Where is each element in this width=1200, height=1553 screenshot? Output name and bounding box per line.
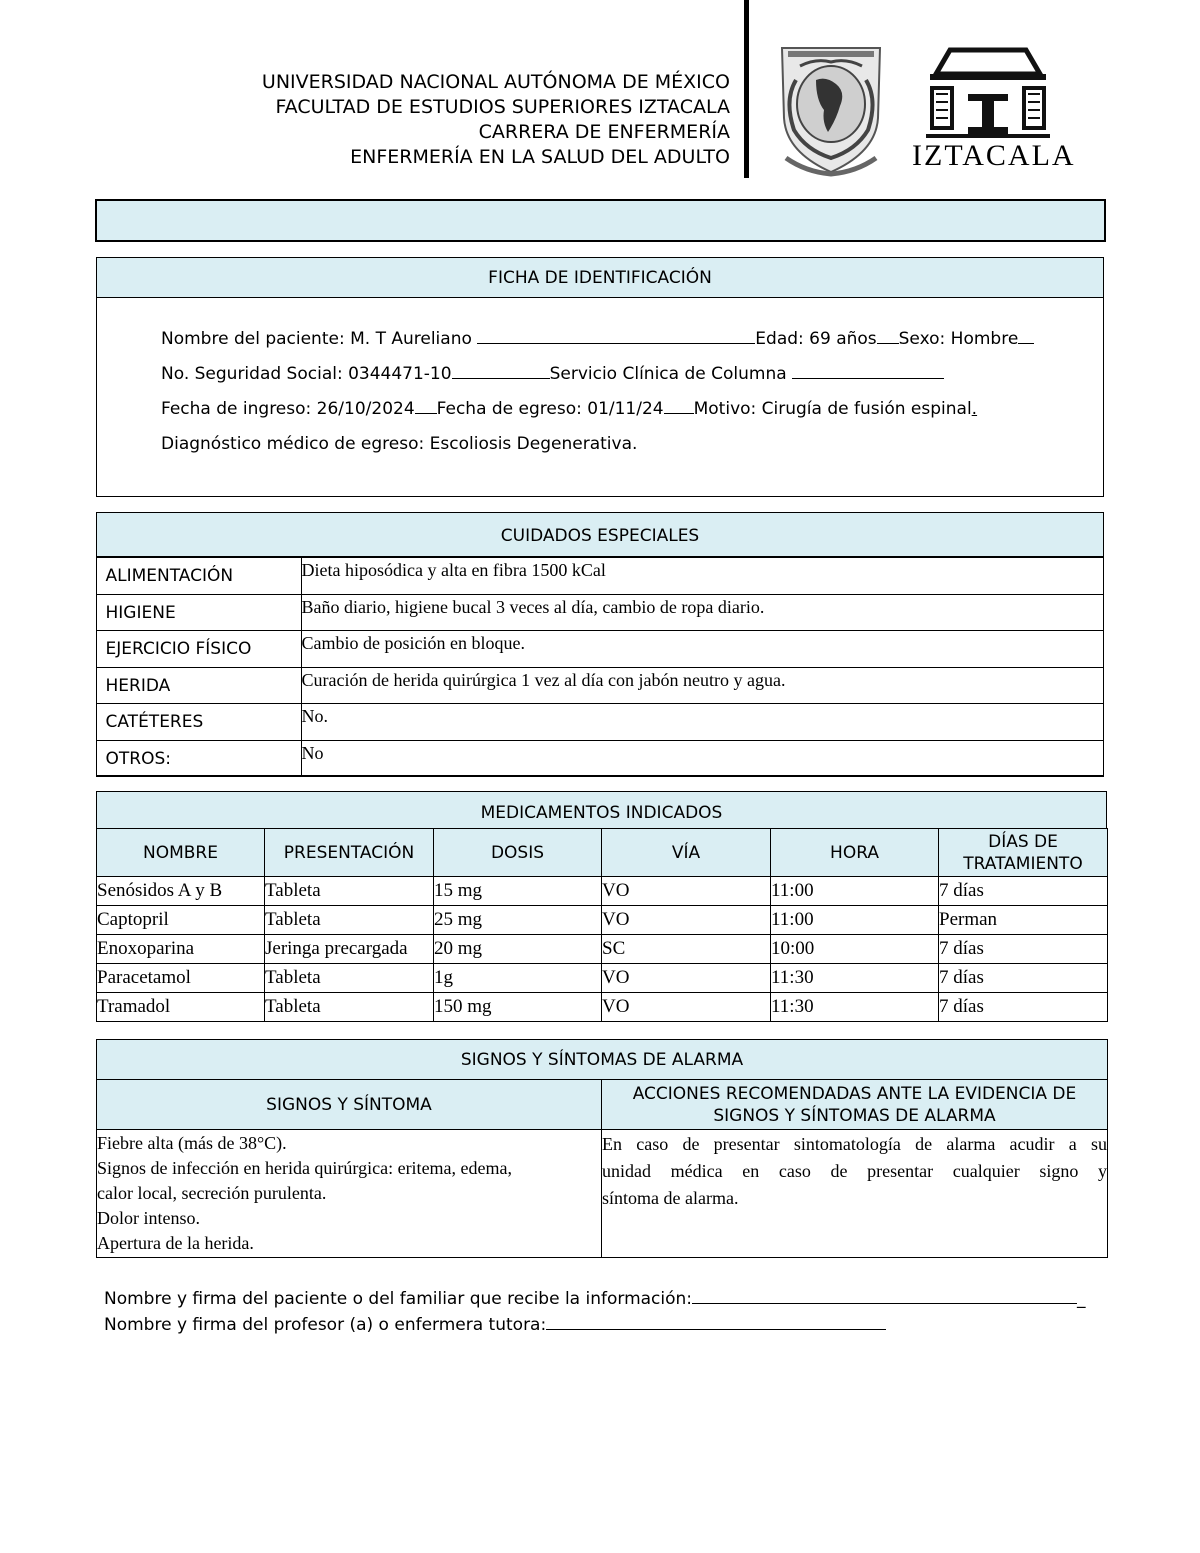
tutor-signature-line[interactable] [546, 1311, 886, 1330]
sign-item: Dolor intenso. [97, 1208, 200, 1228]
care-value: Curación de herida quirúrgica 1 vez al día con jabón neutro y agua. [301, 667, 1103, 704]
medication-presentation: Tableta [265, 906, 434, 935]
institution-header [262, 70, 730, 170]
sign-item: Apertura de la herida. [97, 1233, 254, 1253]
column-header-time: HORA [771, 829, 939, 877]
actions-header-line: ACCIONES RECOMENDADAS ANTE LA EVIDENCIA DE [632, 1083, 1077, 1104]
medication-row [97, 906, 1108, 935]
alarm-signs-title: SIGNOS Y SÍNTOMAS DE ALARMA [97, 1040, 1108, 1080]
care-label: OTROS: [96, 740, 301, 777]
tutor-signature-label: Nombre y firma del profesor (a) o enfermera tutora: [104, 1315, 547, 1335]
medication-row [97, 877, 1108, 906]
care-label: CATÉTERES [96, 704, 301, 741]
medication-presentation: Tableta [265, 877, 434, 906]
medication-time: 10:00 [771, 935, 939, 964]
medication-name: Paracetamol [97, 964, 265, 993]
blank-title-bar [95, 199, 1106, 242]
medication-time: 11:30 [771, 993, 939, 1022]
sign-item: calor local, secreción purulenta. [97, 1183, 327, 1203]
medication-route: VO [602, 877, 771, 906]
medication-dose: 150 mg [434, 993, 602, 1022]
patient-signature-label: Nombre y firma del paciente o del familiar que recibe la información: [104, 1289, 693, 1309]
iztacala-logo-text: IZTACALA [912, 139, 1076, 172]
actions-header-line: SIGNOS Y SÍNTOMAS DE ALARMA [713, 1105, 996, 1126]
header-line: UNIVERSIDAD NACIONAL AUTÓNOMA DE MÉXICO [261, 71, 730, 93]
medication-route: VO [602, 993, 771, 1022]
care-row [96, 631, 1103, 668]
unam-seal-logo [766, 40, 896, 178]
action-line: En caso de presentar sintomatología de alarma acudir a su [602, 1134, 1107, 1154]
column-header-dose: DOSIS [434, 829, 602, 877]
alarm-signs-table [96, 1039, 1108, 1258]
social-security-number: No. Seguridad Social: 0344471-10 [161, 364, 452, 384]
header-line: CARRERA DE ENFERMERÍA [478, 121, 730, 143]
care-label: HERIDA [96, 667, 301, 704]
care-value: No [301, 740, 1103, 777]
action-line: síntoma de alarma. [602, 1188, 739, 1208]
admission-date: Fecha de ingreso: 26/10/2024 [161, 399, 415, 419]
special-care-table [96, 557, 1104, 777]
care-label: EJERCICIO FÍSICO [96, 631, 301, 668]
special-care-title: CUIDADOS ESPECIALES [97, 513, 1103, 557]
care-label: HIGIENE [96, 594, 301, 631]
medication-presentation: Tableta [265, 964, 434, 993]
signatures: Nombre y firma del paciente o del familiar que recibe la información: _ Nombre y firma del profesor (a) o enfermera tutora: [104, 1285, 1086, 1337]
medication-route: SC [602, 935, 771, 964]
service: Servicio Clínica de Columna [549, 364, 787, 384]
medication-time: 11:30 [771, 964, 939, 993]
special-care-section [96, 512, 1104, 776]
column-header-presentation: PRESENTACIÓN [265, 829, 434, 877]
medications-table [96, 828, 1108, 1022]
medication-time: 11:00 [771, 877, 939, 906]
medication-dose: 20 mg [434, 935, 602, 964]
care-row [96, 594, 1103, 631]
signs-list [97, 1130, 602, 1258]
column-header-route: VÍA [602, 829, 771, 877]
patient-name: Nombre del paciente: M. T Aureliano [161, 329, 472, 349]
medication-days: Perman [939, 906, 1108, 935]
identification-title: FICHA DE IDENTIFICACIÓN [97, 258, 1103, 298]
medication-dose: 15 mg [434, 877, 602, 906]
medication-name: Captopril [97, 906, 265, 935]
medication-days: 7 días [939, 964, 1108, 993]
medication-row [97, 993, 1108, 1022]
medications-title: MEDICAMENTOS INDICADOS [96, 791, 1107, 828]
medication-row [97, 964, 1108, 993]
medication-presentation: Tableta [265, 993, 434, 1022]
column-header-days: DÍAS DE TRATAMIENTO [939, 829, 1108, 877]
medication-name: Tramadol [97, 993, 265, 1022]
action-line: unidad médica en caso de presentar cualquier signo y [602, 1161, 1107, 1181]
care-value: No. [301, 704, 1103, 741]
medication-days: 7 días [939, 935, 1108, 964]
actions-list [602, 1130, 1108, 1258]
signs-column-header: SIGNOS Y SÍNTOMA [97, 1080, 602, 1130]
care-value: Baño diario, higiene bucal 3 veces al día, cambio de ropa diario. [301, 594, 1103, 631]
header-line: FACULTAD DE ESTUDIOS SUPERIORES IZTACALA [275, 96, 730, 118]
header-divider [744, 0, 749, 178]
medication-name: Enoxoparina [97, 935, 265, 964]
identification-card [96, 257, 1104, 497]
discharge-diagnosis: Diagnóstico médico de egreso: Escoliosis Degenerativa. [161, 434, 638, 454]
care-value: Cambio de posición en bloque. [301, 631, 1103, 668]
medication-dose: 25 mg [434, 906, 602, 935]
care-row [96, 740, 1103, 777]
header-line: ENFERMERÍA EN LA SALUD DEL ADULTO [350, 146, 730, 168]
medication-route: VO [602, 906, 771, 935]
medication-name: Senósidos A y B [97, 877, 265, 906]
medication-dose: 1g [434, 964, 602, 993]
care-row [96, 667, 1103, 704]
care-label: ALIMENTACIÓN [96, 558, 301, 595]
medications-section [96, 791, 1107, 1022]
care-value: Dieta hiposódica y alta en fibra 1500 kCal [301, 558, 1103, 595]
reason-end: . [971, 399, 978, 419]
actions-column-header [602, 1080, 1108, 1130]
admission-reason: Motivo: Cirugía de fusión espinal [693, 399, 972, 419]
patient-sex: Sexo: Hombre [898, 329, 1019, 349]
medication-days: 7 días [939, 877, 1108, 906]
column-header-name: NOMBRE [97, 829, 265, 877]
care-row [96, 558, 1103, 595]
discharge-date: Fecha de egreso: 01/11/24 [436, 399, 664, 419]
patient-signature-line[interactable] [692, 1285, 1077, 1304]
medication-presentation: Jeringa precargada [265, 935, 434, 964]
patient-age: Edad: 69 años [755, 329, 877, 349]
care-row [96, 704, 1103, 741]
medication-days: 7 días [939, 993, 1108, 1022]
sign-item: Signos de infección en herida quirúrgica: eritema, edema, [97, 1158, 513, 1178]
medication-row [97, 935, 1108, 964]
sign-item: Fiebre alta (más de 38°C). [97, 1133, 287, 1153]
medication-time: 11:00 [771, 906, 939, 935]
alarm-signs-section [96, 1039, 1107, 1258]
identification-fields [161, 322, 1034, 462]
medication-route: VO [602, 964, 771, 993]
